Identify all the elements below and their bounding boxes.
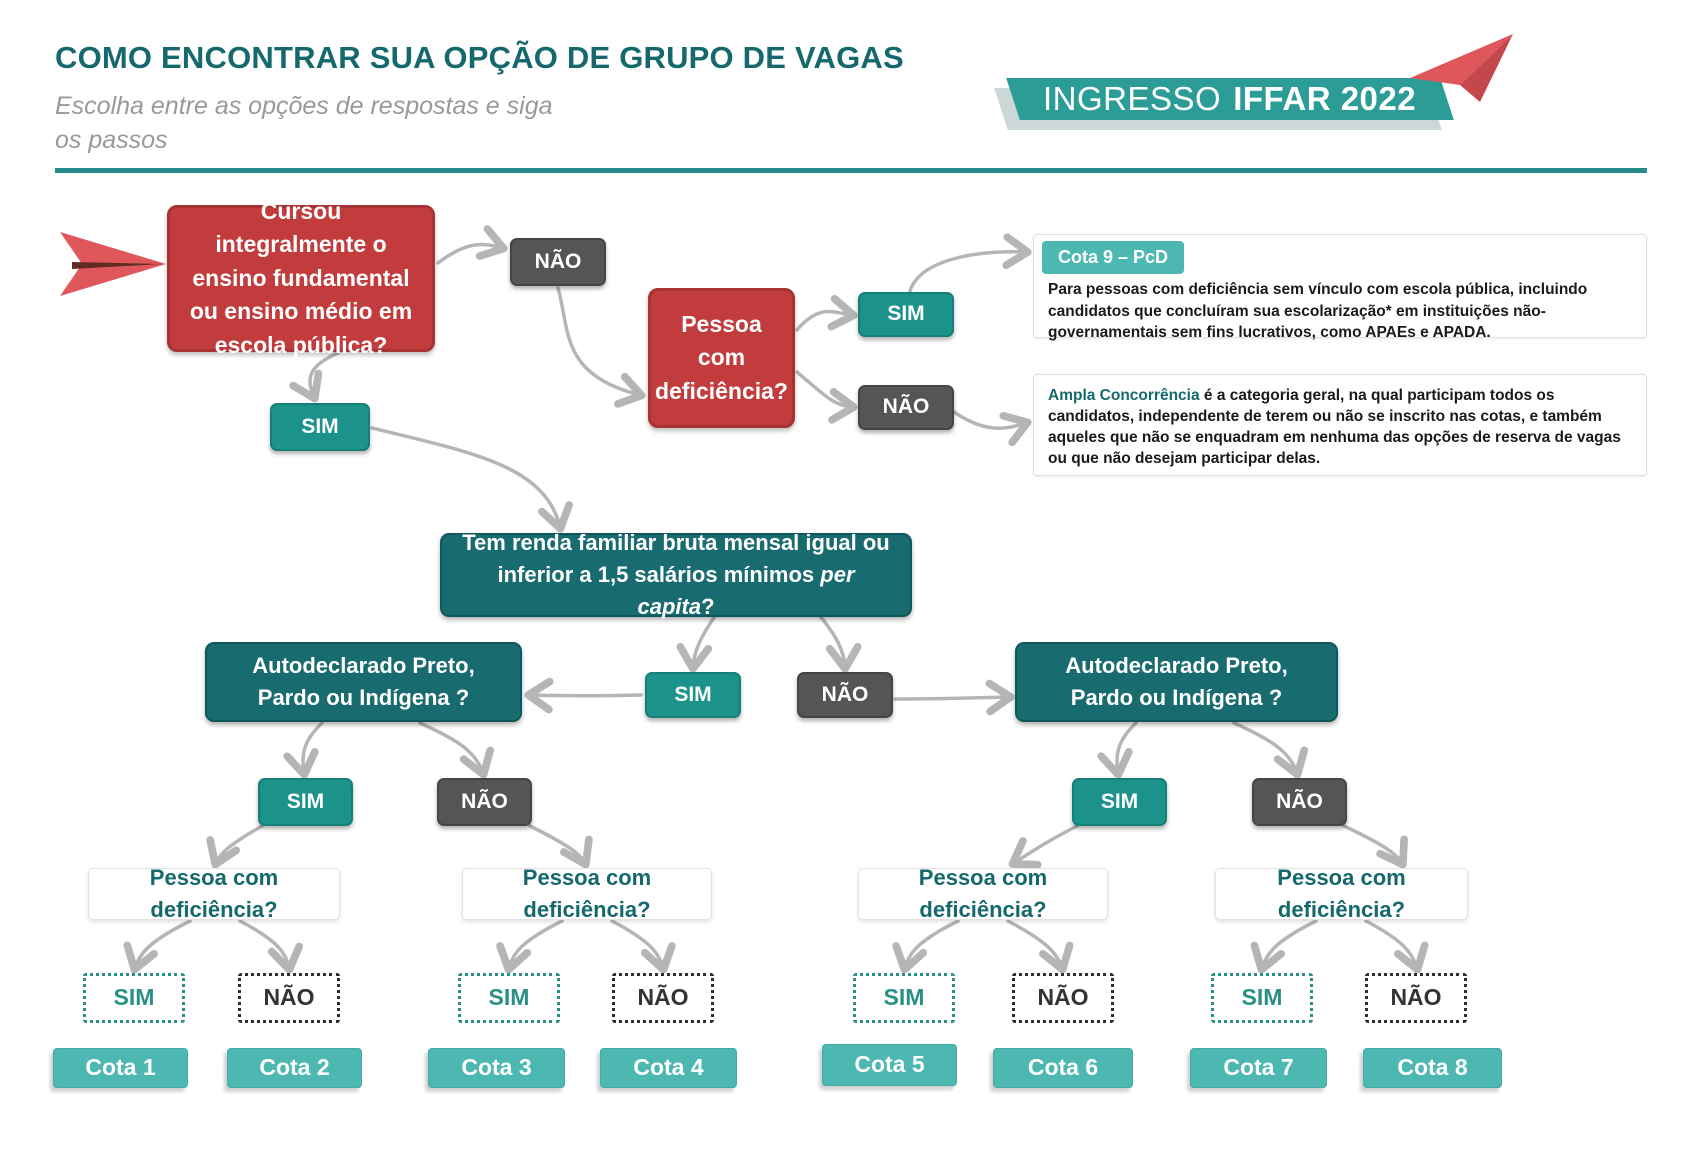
result-cota-7: Cota 7 [1190, 1048, 1327, 1088]
question-renda-familiar [440, 530, 912, 619]
autodeclarado-left-sim-node: SIM [258, 778, 353, 826]
page-subtitle: Escolha entre as opções de respostas e siga os passos [55, 92, 553, 154]
cota9-badge: Cota 9 – PcD [1042, 241, 1184, 274]
banner-text-regular: INGRESSO [1043, 80, 1222, 117]
escola-publica-nao-node: NÃO [510, 238, 606, 286]
question-pcd-1: Pessoa com deficiência? [88, 868, 340, 920]
pcd-top-sim-node: SIM [858, 292, 954, 337]
pcd3-sim-option: SIM [853, 973, 955, 1023]
pcd4-nao-option: NÃO [1365, 973, 1467, 1023]
result-cota-8: Cota 8 [1363, 1048, 1502, 1088]
banner-text-bold: IFFAR 2022 [1233, 80, 1417, 117]
escola-publica-sim-node: SIM [270, 403, 370, 451]
autodeclarado-right-sim-node: SIM [1072, 778, 1167, 826]
renda-text-italic: per capita [637, 562, 855, 619]
pcd2-nao-option: NÃO [612, 973, 714, 1023]
result-cota-2: Cota 2 [227, 1048, 362, 1088]
question-escola-publica: Cursou integralmente o ensino fundamental ou ensino médio em escola pública? [167, 205, 435, 352]
page-title: COMO ENCONTRAR SUA OPÇÃO DE GRUPO DE VAGAS [55, 40, 904, 75]
result-cota-6: Cota 6 [993, 1048, 1133, 1088]
question-pcd-top: Pessoa com deficiência? [648, 288, 795, 428]
autodeclarado-left-nao-node: NÃO [437, 778, 532, 826]
question-pcd-2: Pessoa com deficiência? [462, 868, 712, 920]
question-pcd-4: Pessoa com deficiência? [1215, 868, 1468, 920]
paper-plane-icon-start [58, 224, 170, 304]
question-autodeclarado-left: Autodeclarado Preto, Pardo ou Indígena ? [205, 642, 522, 722]
pcd3-nao-option: NÃO [1012, 973, 1114, 1023]
pcd4-sim-option: SIM [1211, 973, 1313, 1023]
renda-text-part: Tem renda familiar bruta mensal igual ou inferior a 1,5 salários mínimos [462, 530, 890, 588]
result-cota-1: Cota 1 [53, 1048, 188, 1088]
ampla-concorrencia-lead: Ampla Concorrência [1048, 387, 1200, 404]
renda-nao-node: NÃO [797, 672, 893, 718]
cota9-description: Para pessoas com deficiência sem vínculo com escola pública, incluindo candidatos que concluíram sua escolarização* em instituições não-governamentais sem fins lucrativos, como APAEs e APADA. [1048, 281, 1588, 341]
pcd1-nao-option: NÃO [238, 973, 340, 1023]
pcd2-sim-option: SIM [458, 973, 560, 1023]
info-box-cota9 [1033, 234, 1647, 341]
result-cota-5: Cota 5 [822, 1044, 957, 1086]
pcd-top-nao-node: NÃO [858, 385, 954, 430]
result-cota-3: Cota 3 [428, 1048, 565, 1088]
renda-text-suffix: ? [701, 593, 715, 619]
question-pcd-3: Pessoa com deficiência? [858, 868, 1108, 920]
info-box-ampla-concorrencia [1033, 374, 1647, 476]
autodeclarado-right-nao-node: NÃO [1252, 778, 1347, 826]
pcd1-sim-option: SIM [83, 973, 185, 1023]
renda-sim-node: SIM [645, 672, 741, 718]
ampla-concorrencia-description: é a categoria geral, na qual participam todos os candidatos, independente de terem ou não se inscrito nas cotas, e também aqueles que não se enquadram em nenhuma das opções de reserva de vagas ou que não desejam participar delas. [1048, 387, 1621, 468]
result-cota-4: Cota 4 [600, 1048, 737, 1088]
question-autodeclarado-right: Autodeclarado Preto, Pardo ou Indígena ? [1015, 642, 1338, 722]
renda-familiar-text [458, 527, 894, 623]
